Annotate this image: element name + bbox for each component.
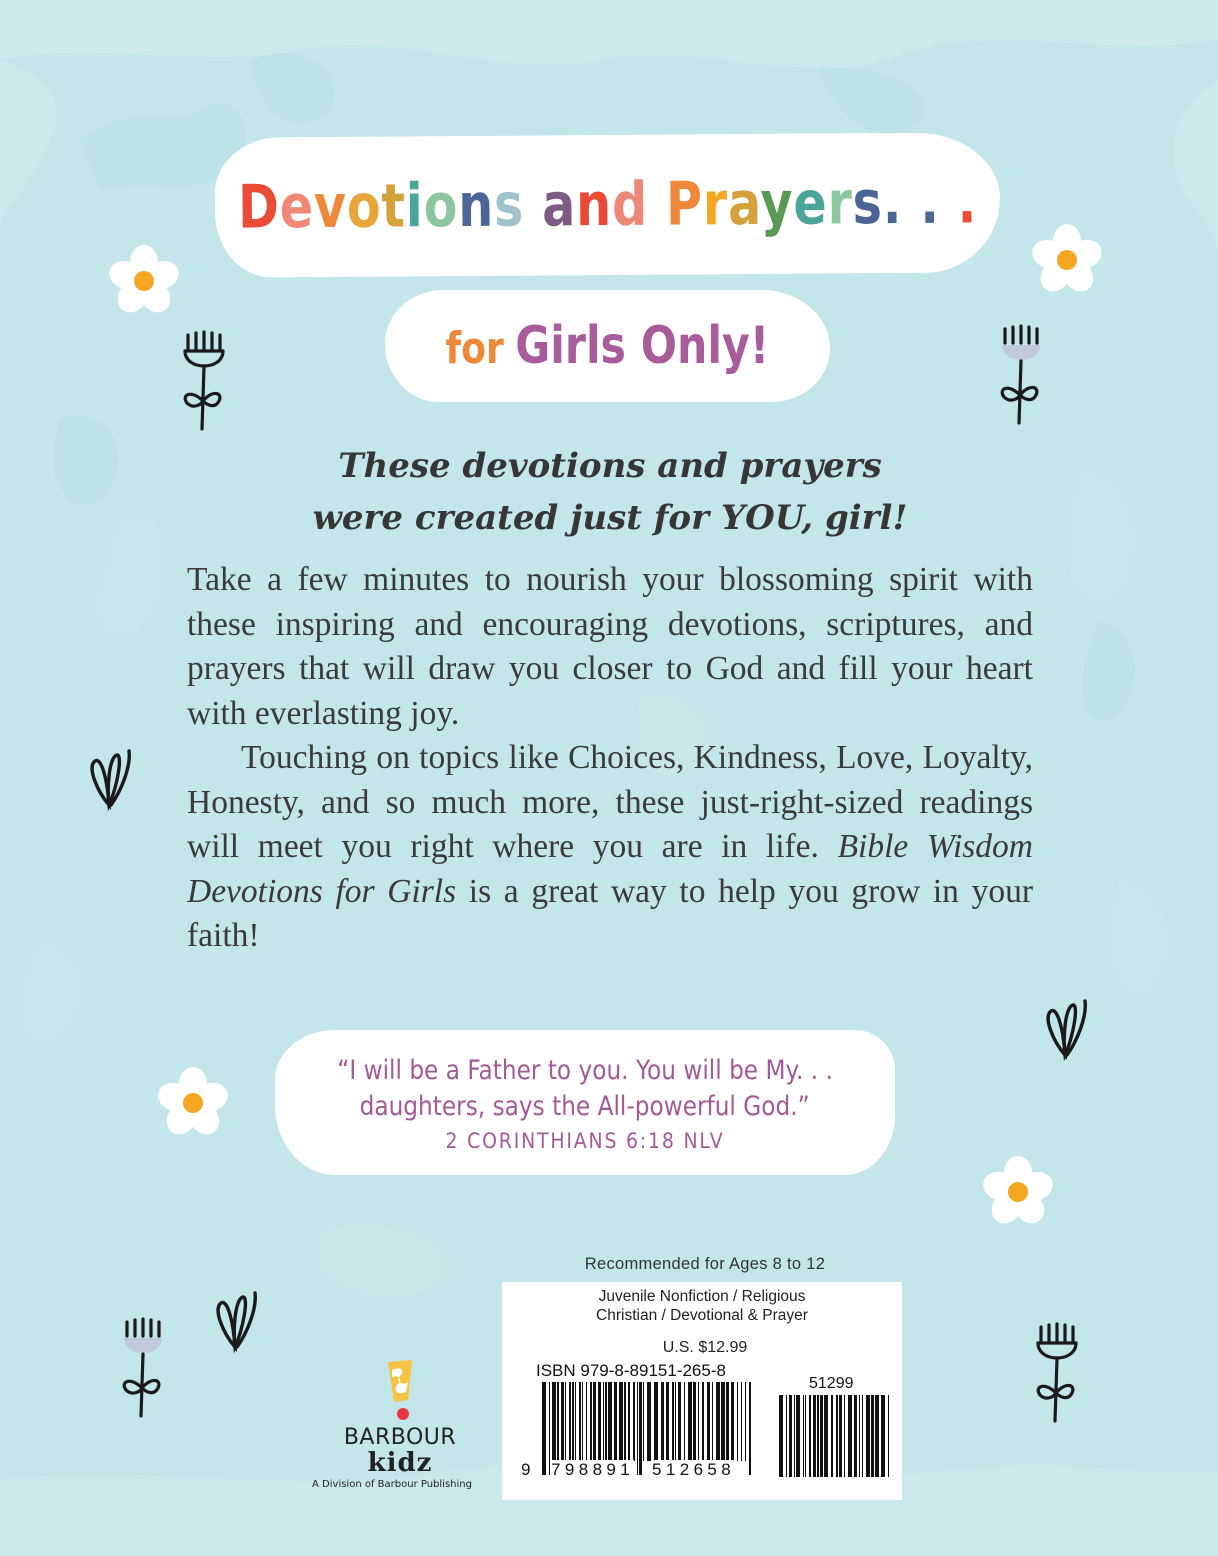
title-letter: o [346,171,382,242]
scripture-quote-bubble [275,1030,895,1175]
title-bubble [215,132,1001,277]
body-paragraph-1: Take a few minutes to nourish your blossoming spirit with these inspiring and encouraging devotions, scriptures, and prayers that will draw you closer to God and fill your heart with everlasting joy. [187,561,1033,732]
category-line-2: Christian / Devotional & Prayer [596,1307,808,1324]
category-line-1: Juvenile Nonfiction / Religious [598,1288,806,1305]
title-letter: i [405,171,424,242]
title-letter: s [852,168,883,239]
title-letter: y [760,168,794,239]
barcode-lead-digit: 9 [521,1460,531,1479]
title-letter: . [957,167,978,238]
title-letter: d [611,169,649,240]
title-letter: t [381,171,406,242]
title-letter: a [727,168,761,240]
title-letter [902,168,920,238]
quote-line-1: “I will be a Father to you. You will be My. . . [337,1054,833,1086]
exclamation-logo-icon [382,1360,422,1422]
title-letter: r [827,168,853,239]
barcode-digits-group-2: 512658 [652,1460,736,1479]
body-paragraph-2-ending: is a great way to help you grow in your faith! [187,872,1033,954]
title-letter: o [423,171,459,242]
subtitle-main: Girls Only! [515,316,770,376]
imprint-name: kidz [367,1448,433,1478]
subtitle-bubble [385,290,830,402]
age-recommendation: Recommended for Ages 8 to 12 [584,1255,826,1273]
price: U.S. $12.99 [662,1339,748,1356]
isbn: ISBN 979-8-89151-265-8 [536,1361,726,1380]
title-letter: s [493,170,525,241]
subtitle [446,316,770,376]
body-paragraph-2 [187,736,1033,959]
title-letter: v [313,171,347,243]
title-letter: D [237,172,280,243]
publisher-logo [300,1360,500,1490]
title-letter: n [575,169,613,241]
barcode-digits-group-1: 798891 [551,1460,635,1479]
title-letter: P [665,169,703,240]
title-letter: e [792,168,828,239]
price-barcode-box [502,1282,902,1500]
quote-line-2: daughters, says the All-powerful God.” [360,1090,810,1122]
title-letter [939,168,957,238]
book-series-title [238,167,978,242]
title-letter: . [882,167,903,239]
price-addon-digits: 51299 [809,1375,854,1392]
subtitle-prefix: for [445,323,504,374]
title-letter [524,170,542,240]
title-letter: n [457,170,495,242]
title-letter: . [919,167,940,238]
tagline-line-1: These devotions and prayers [338,446,882,486]
publisher-division: A Division of Barbour Publishing [312,1479,472,1490]
title-letter: a [541,170,577,241]
title-letter: r [702,169,729,240]
title-letter: e [279,172,315,243]
tagline-line-2: were created just for YOU, girl! [312,498,908,538]
price-addon-barcode [779,1395,889,1477]
title-letter [648,170,666,240]
book-title-reference: Bible Wisdom Devotions for Girls [187,828,1033,910]
publisher-name: BARBOUR [343,1425,457,1450]
tagline [160,440,1060,544]
body-copy [187,558,1033,959]
scripture-reference: 2 CORINTHIANS 6:18 NLV [445,1128,725,1153]
body-paragraph-2-text: Touching on topics like Choices, Kindness, Love, Loyalty, Honesty, and so much more, these just-right-sized readings will meet you right where you are in life. [187,739,1033,865]
